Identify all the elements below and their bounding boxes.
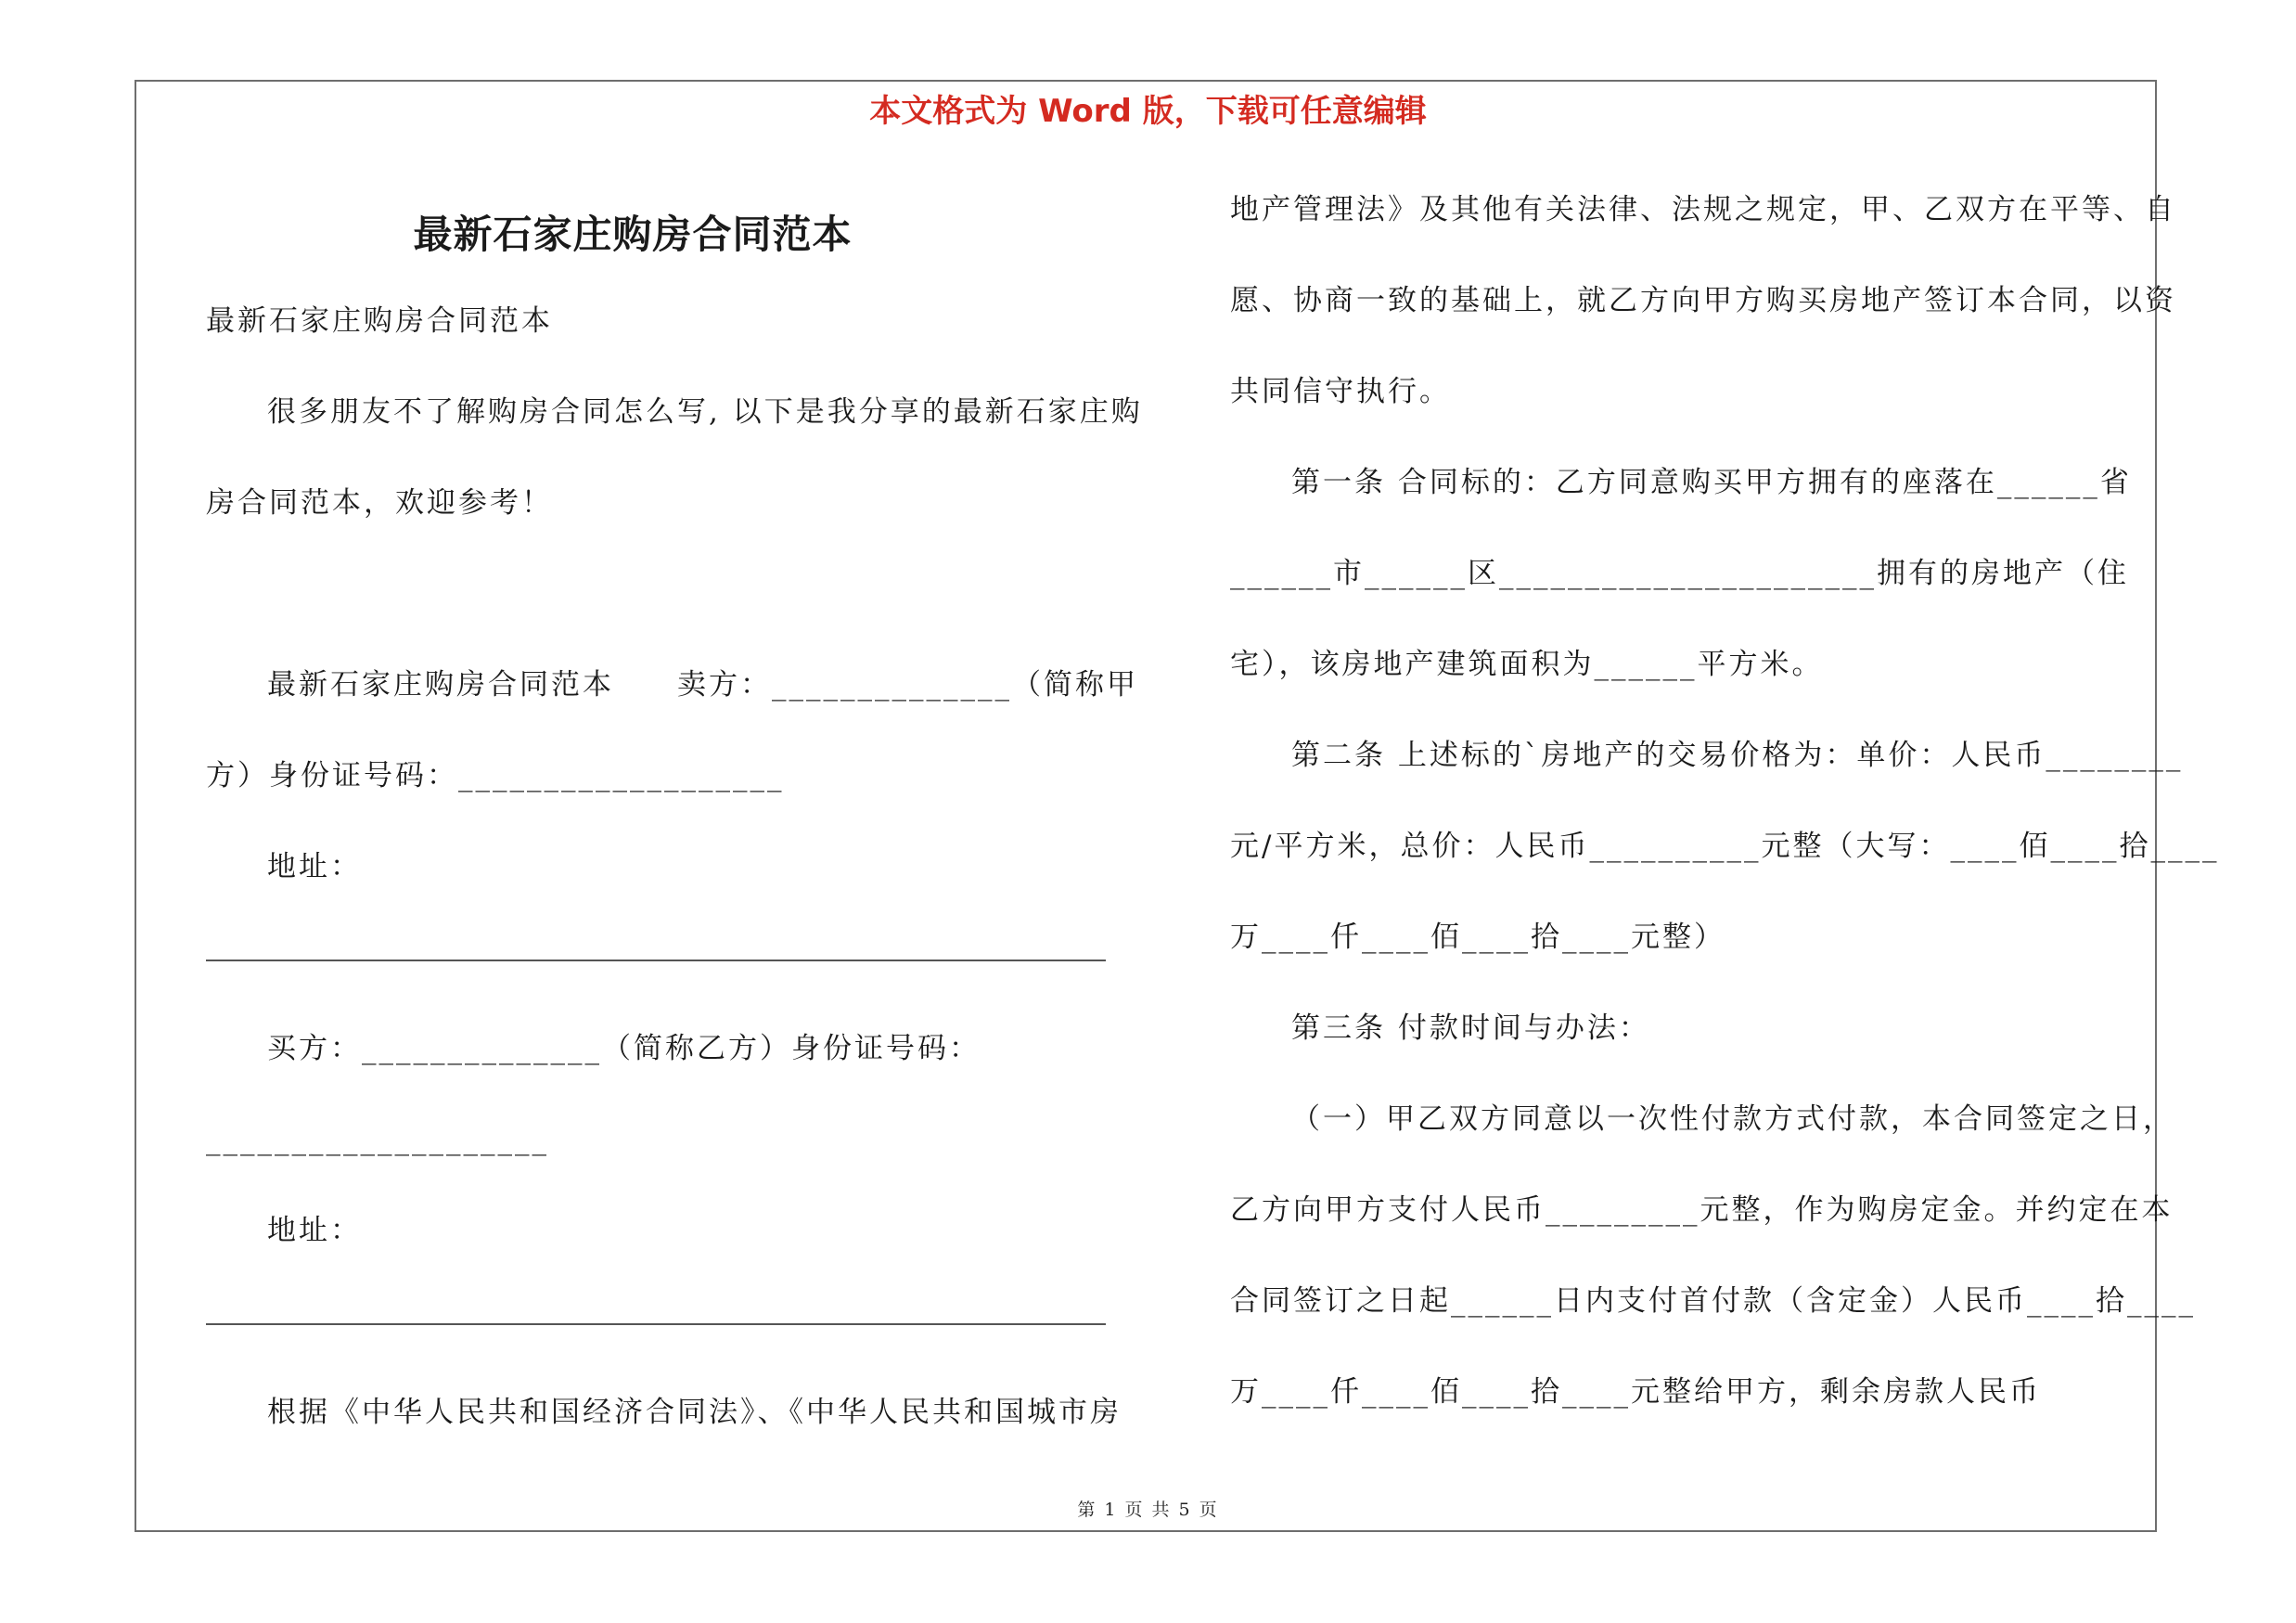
intro-line-1: 很多朋友不了解购房合同怎么写, 以下是我分享的最新石家庄购 [267,395,1143,429]
editable-format-banner: 本文格式为 Word 版，下载可任意编辑 [869,93,1427,130]
left-column [206,204,1143,1477]
article-1-line-1: 第一条 合同标的：乙方同意购买甲方拥有的座落在______省 [1291,466,2132,499]
body-line-2: 愿、协商一致的基础上，就乙方向甲方购买房地产签订本合同，以资 [1230,284,2176,317]
blank-line [206,568,1134,659]
article-1-line-3: 宅），该房地产建筑面积为______平方米。 [1230,648,1824,681]
article-1-line-2: ______市______区______________________拥有的房地产（住 [1230,557,2129,590]
payment-line-2: 乙方向甲方支付人民币_________元整，作为购房定金。并约定在本 [1230,1193,2174,1227]
seller-id-line: 方）身份证号码：___________________ [206,759,785,792]
seller-address-blank [206,932,1134,1023]
article-2-line-3: 万____仟____佰____拾____元整） [1230,921,1725,954]
subtitle-line: 最新石家庄购房合同范本 [206,304,553,338]
article-2-line-1: 第二条 上述标的`房地产的交易价格为：单价：人民币________ [1291,739,2184,772]
seller-line: 最新石家庄购房合同范本 卖方：______________（简称甲 [267,668,1138,702]
page-number: 第 1 页 共 5 页 [1077,1500,1219,1520]
legal-basis-line: 根据《中华人民共和国经济合同法》、《中华人民共和国城市房 [267,1396,1122,1429]
payment-line-4: 万____仟____佰____拾____元整给甲方，剩余房款人民币 [1230,1375,2041,1409]
article-2-line-2: 元/平方米，总价：人民币__________元整（大写：____佰____拾____ [1230,830,2220,863]
payment-line-1: （一）甲乙双方同意以一次性付款方式付款，本合同签定之日， [1291,1102,2174,1136]
body-line-1: 地产管理法》及其他有关法律、法规之规定，甲、乙双方在平等、自 [1230,193,2176,226]
buyer-address-label: 地址： [267,1214,362,1247]
seller-address-label: 地址： [267,850,362,883]
buyer-id-blank: ____________________ [206,1123,549,1156]
body-line-3: 共同信守执行。 [1230,375,1451,408]
document-title: 最新石家庄购房合同范本 [413,212,853,257]
right-column [1230,184,2220,1457]
payment-line-3: 合同签订之日起______日内支付首付款（含定金）人民币____拾____ [1230,1284,2196,1318]
buyer-line: 买方：______________（简称乙方）身份证号码： [267,1032,981,1065]
buyer-address-blank [206,1295,1134,1386]
intro-line-2: 房合同范本，欢迎参考！ [206,486,553,520]
article-3-heading: 第三条 付款时间与办法： [1291,1011,1650,1045]
